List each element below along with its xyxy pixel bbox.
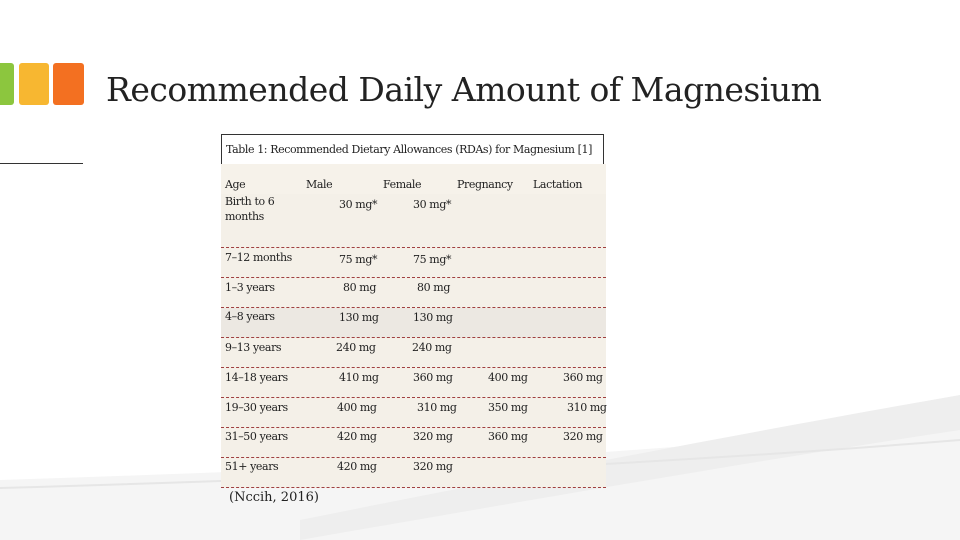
cell-male: 240 mg <box>336 341 376 354</box>
slide-title: Recommended Daily Amount of Magnesium <box>106 70 822 109</box>
cell-age: 19–30 years <box>225 401 288 414</box>
header-lactation: Lactation <box>533 178 583 191</box>
cell-age: 9–13 years <box>225 341 282 354</box>
cell-female: 310 mg <box>417 401 457 414</box>
table-row <box>221 194 606 248</box>
cell-pregnancy: 400 mg <box>488 371 528 384</box>
table-header-row <box>221 164 606 194</box>
cell-female: 240 mg <box>412 341 452 354</box>
header-male: Male <box>306 178 333 191</box>
cell-female: 320 mg <box>413 430 453 443</box>
cell-age: 51+ years <box>225 460 279 473</box>
cell-female: 130 mg <box>413 311 453 324</box>
table-row <box>221 428 606 458</box>
logo-block-green <box>0 63 14 105</box>
header-female: Female <box>383 178 422 191</box>
cell-age: 1–3 years <box>225 281 275 294</box>
cell-female: 75 mg* <box>413 253 452 266</box>
cell-male: 420 mg <box>337 430 377 443</box>
cell-male: 400 mg <box>337 401 377 414</box>
cell-age: Birth to 6 months <box>225 195 275 223</box>
logo-block-orange <box>53 63 84 105</box>
cell-lactation: 320 mg <box>563 430 603 443</box>
cell-female: 360 mg <box>413 371 453 384</box>
table-row <box>221 338 606 368</box>
cell-pregnancy: 350 mg <box>488 401 528 414</box>
cell-age: 31–50 years <box>225 430 288 443</box>
table-row <box>221 248 606 278</box>
table-row <box>221 398 606 428</box>
cell-age: 14–18 years <box>225 371 288 384</box>
caption-underline <box>0 163 83 164</box>
header-pregnancy: Pregnancy <box>457 178 513 191</box>
cell-male: 420 mg <box>337 460 377 473</box>
table-row <box>221 308 606 338</box>
cell-lactation: 360 mg <box>563 371 603 384</box>
table-caption: Table 1: Recommended Dietary Allowances (RDAs) for Magnesium [1] <box>221 134 604 164</box>
source-citation: (Nccih, 2016) <box>229 490 319 505</box>
header-age: Age <box>225 178 246 191</box>
cell-male: 75 mg* <box>339 253 378 266</box>
cell-male: 80 mg <box>343 281 376 294</box>
cell-female: 80 mg <box>417 281 450 294</box>
cell-female: 320 mg <box>413 460 453 473</box>
cell-age: 4–8 years <box>225 310 275 323</box>
cell-male: 130 mg <box>339 311 379 324</box>
cell-male: 410 mg <box>339 371 379 384</box>
cell-pregnancy: 360 mg <box>488 430 528 443</box>
table-row <box>221 458 606 488</box>
logo-block-yellow <box>19 63 49 105</box>
cell-female: 30 mg* <box>413 198 452 211</box>
cell-male: 30 mg* <box>339 198 378 211</box>
rda-table <box>221 164 606 488</box>
table-row <box>221 278 606 308</box>
cell-age: 7–12 months <box>225 251 292 264</box>
table-row <box>221 368 606 398</box>
cell-lactation: 310 mg <box>567 401 607 414</box>
